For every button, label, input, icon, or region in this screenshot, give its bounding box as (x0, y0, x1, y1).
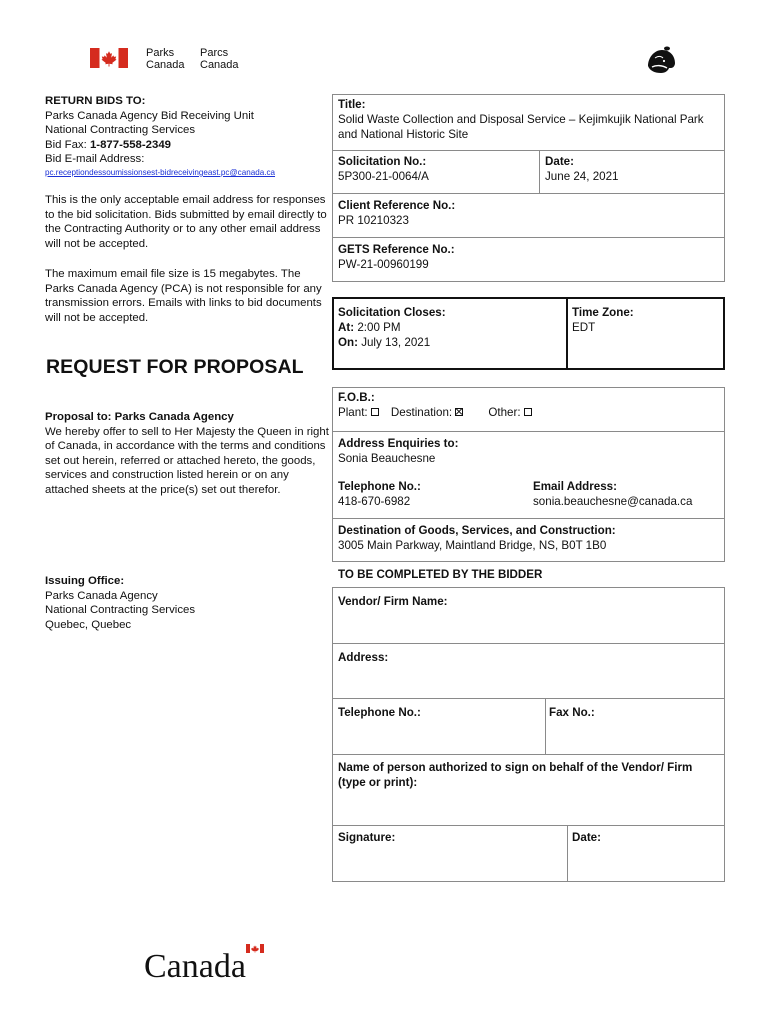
parks-canada-beaver-logo-icon (644, 44, 678, 76)
return-bids-line1: Parks Canada Agency Bid Receiving Unit (45, 109, 254, 122)
fob-destination-checkbox[interactable] (455, 408, 463, 416)
vendor-name-label: Vendor/ Firm Name: (338, 595, 448, 608)
bidder-fax-label: Fax No.: (549, 706, 595, 719)
closing-cell (333, 306, 558, 350)
date-label: Date: (545, 155, 574, 168)
bid-fax-label: Bid Fax: (45, 138, 90, 151)
bidder-telephone-field[interactable] (333, 706, 538, 752)
gets-ref-cell (333, 243, 713, 273)
signature-label: Signature: (338, 831, 396, 844)
closing-heading: Solicitation Closes: (338, 306, 446, 319)
fob-other-checkbox[interactable] (524, 408, 532, 416)
bid-email-label: Bid E-mail Address: (45, 153, 145, 166)
canada-flag-icon (90, 48, 128, 68)
fob-options (338, 406, 718, 421)
enquiries-name: Sonia Beauchesne (338, 451, 436, 465)
address-label: Address: (338, 651, 389, 664)
fob-label: F.O.B.: (338, 391, 375, 404)
closing-date (338, 336, 558, 351)
title-value: Solid Waste Collection and Disposal Service – Kejimkujik National Park and National Historic Site (338, 112, 704, 141)
canada-wordmark-text: Canada (144, 948, 246, 980)
fob-cell (333, 391, 718, 421)
issuing-office-line2: National Contracting Services (45, 604, 196, 617)
email-note-1-text: This is the only acceptable email address for responses to the bid solicitation. Bids submitted by email directly to the Contracting Authority or to any other email address will not be accepted. (45, 194, 327, 250)
date-value: June 24, 2021 (545, 169, 619, 183)
fob-plant-checkbox[interactable] (371, 408, 379, 416)
email-note-1 (45, 193, 330, 251)
wordmark-canada-en: Canada (146, 59, 185, 71)
enquiries-email-cell (528, 480, 722, 510)
client-ref-value: PR 10210323 (338, 213, 409, 227)
bidder-date-label: Date: (572, 831, 601, 844)
time-zone-value: EDT (572, 320, 596, 334)
issuing-office-line1: Parks Canada Agency (45, 589, 158, 602)
enquiries-telephone-label: Telephone No.: (338, 480, 421, 493)
closing-time (338, 321, 558, 336)
gets-ref-label: GETS Reference No.: (338, 243, 455, 256)
email-note-2 (45, 267, 330, 325)
enquiries-cell (333, 437, 718, 467)
fob-other-label: Other: (488, 405, 521, 419)
canada-wordmark-logo (144, 944, 266, 980)
destination-value: 3005 Main Parkway, Maintland Bridge, NS, B0T 1B0 (338, 538, 607, 552)
fob-plant-label: Plant: (338, 405, 368, 419)
return-bids-heading: RETURN BIDS TO: (45, 95, 146, 107)
fob-destination-label: Destination: (390, 405, 453, 419)
parks-canada-wordmark-en (146, 47, 185, 71)
issuing-office-line3: Quebec, Quebec (45, 618, 132, 631)
title-label: Title: (338, 98, 366, 111)
enquiries-label: Address Enquiries to: (338, 437, 459, 450)
authorized-person-field[interactable] (333, 761, 708, 823)
bidder-section-title: TO BE COMPLETED BY THE BIDDER (338, 568, 543, 581)
date-cell (540, 155, 720, 185)
gets-ref-value: PW-21-00960199 (338, 257, 429, 271)
solicitation-no-value: 5P300-21-0064/A (338, 169, 429, 183)
email-note-2-text: The maximum email file size is 15 megabytes. The Parks Canada Agency (PCA) is not responsible for any transmission errors. Emails with links to bid documents will not be accepted. (45, 268, 322, 324)
parks-canada-wordmark-fr (200, 47, 239, 71)
page-title: REQUEST FOR PROPOSAL (46, 356, 304, 378)
issuing-office-block (45, 574, 330, 632)
bidder-fax-field[interactable] (544, 706, 719, 752)
proposal-block (45, 410, 330, 498)
wordmark-parks-en: Parks (146, 47, 175, 59)
wordmark-parcs-fr: Parcs (200, 47, 229, 59)
time-zone-cell (567, 306, 717, 336)
return-bids-line2: National Contracting Services (45, 124, 196, 137)
destination-cell (333, 524, 723, 554)
enquiries-email-value: sonia.beauchesne@canada.ca (533, 494, 693, 508)
bid-fax-value: 1-877-558-2349 (89, 138, 172, 151)
bidder-telephone-label: Telephone No.: (338, 706, 421, 719)
title-cell (333, 98, 718, 142)
closing-at-value: 2:00 PM (354, 320, 401, 334)
bid-fax (45, 138, 330, 153)
closing-on-value: July 13, 2021 (357, 335, 431, 349)
address-field[interactable] (333, 651, 718, 696)
wordmark-flag-icon (246, 944, 264, 953)
closing-on-label: On: (338, 335, 358, 349)
solicitation-no-cell (333, 155, 533, 185)
vendor-name-field[interactable] (333, 595, 718, 641)
authorized-person-label: Name of person authorized to sign on behalf of the Vendor/ Firm (type or print): (338, 761, 693, 789)
client-ref-cell (333, 199, 713, 229)
closing-at-label: At: (338, 320, 355, 334)
bidder-date-field[interactable] (567, 831, 717, 879)
proposal-heading: Proposal to: Parks Canada Agency (45, 411, 234, 423)
client-ref-label: Client Reference No.: (338, 199, 456, 212)
destination-label: Destination of Goods, Services, and Construction: (338, 524, 616, 537)
enquiries-telephone-value: 418-670-6982 (338, 494, 411, 508)
wordmark-canada-fr: Canada (200, 59, 239, 71)
signature-field[interactable] (333, 831, 558, 879)
proposal-body: We hereby offer to sell to Her Majesty the Queen in right of Canada, in accordance with the terms and conditions set out herein, referred or attached hereto, the goods, services and construction listed herein or on any attached sheets at the price(s) set out therefor. (45, 425, 329, 496)
enquiries-telephone-cell (333, 480, 523, 510)
solicitation-no-label: Solicitation No.: (338, 155, 427, 168)
return-bids-block (45, 94, 330, 179)
issuing-office-heading: Issuing Office: (45, 575, 125, 587)
bid-email-link[interactable]: pc.receptiondessoumissionsest-bidreceivingeast.pc@canada.ca (45, 167, 276, 177)
time-zone-label: Time Zone: (572, 306, 634, 319)
enquiries-email-label: Email Address: (533, 480, 617, 493)
